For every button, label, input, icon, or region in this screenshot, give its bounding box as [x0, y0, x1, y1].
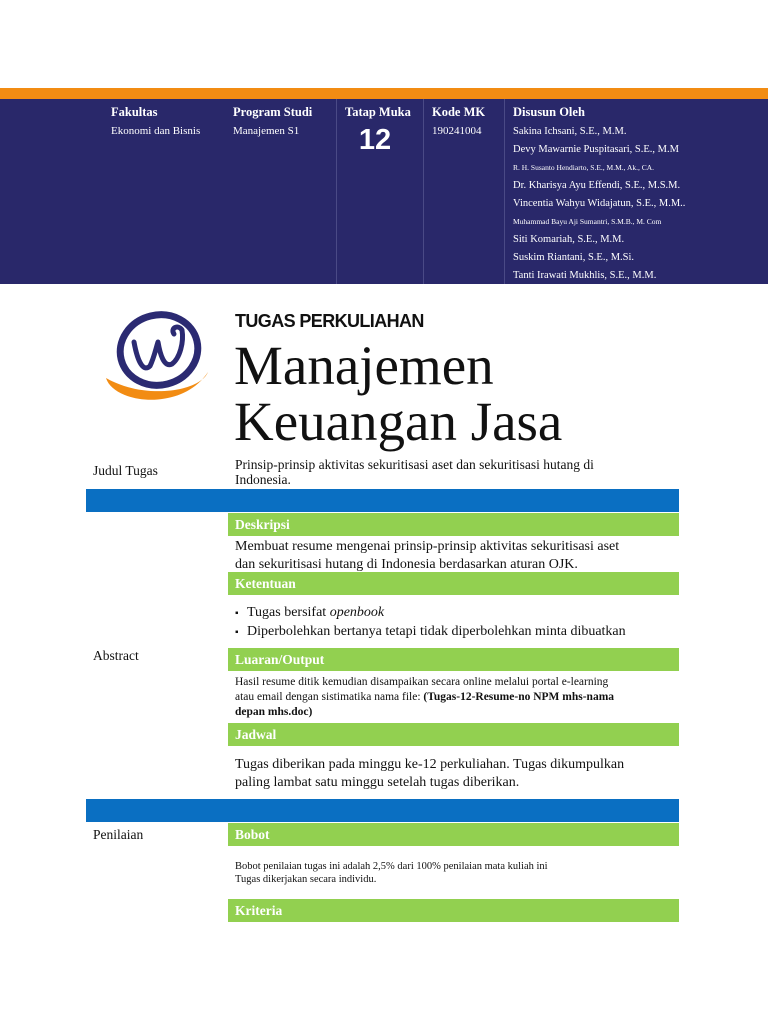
list-item [235, 623, 680, 642]
text-line: Prinsip-prinsip aktivitas sekuritisasi aset dan sekuritisasi hutang di [235, 457, 594, 472]
file-name-format: (Tugas-12-Resume-no NPM mhs-nama [423, 691, 615, 703]
document-title [234, 335, 563, 452]
penilaian-label: Penilaian [93, 827, 144, 842]
fakultas-column [111, 99, 229, 284]
author-list [513, 123, 768, 285]
document-kicker: TUGAS PERKULIAHAN [235, 311, 424, 331]
text-line: Indonesia. [235, 472, 291, 487]
program-studi-label: Program Studi [233, 105, 313, 119]
ketentuan-list [235, 604, 680, 641]
author-name: Siti Komariah, S.E., M.M. [513, 234, 625, 245]
judul-tugas-label: Judul Tugas [93, 463, 158, 478]
list-item [235, 604, 680, 623]
section-divider-bar [86, 799, 679, 822]
tatap-muka-label: Tatap Muka [345, 105, 411, 119]
program-studi-column [233, 99, 333, 284]
jadwal-text [235, 756, 675, 791]
author-name: Suskim Riantani, S.E., M.Si. [513, 252, 635, 263]
text-line [235, 690, 675, 705]
list-item-text-emphasis: openbook [329, 605, 385, 620]
disusun-oleh-column [504, 99, 768, 284]
list-item-text-plain: Tugas bersifat [247, 605, 330, 620]
bullet-icon: ▪ [235, 608, 239, 619]
ketentuan-heading: Ketentuan [228, 572, 679, 595]
kode-mk-value: 190241004 [432, 125, 482, 137]
luaran-text [235, 675, 675, 720]
text-line: Bobot penilaian tugas ini adalah 2,5% dari 100% penilaian mata kuliah ini [235, 861, 548, 872]
fakultas-label: Fakultas [111, 105, 158, 119]
jadwal-heading: Jadwal [228, 723, 679, 746]
abstract-label: Abstract [93, 648, 139, 663]
author-name: Dr. Kharisya Ayu Effendi, S.E., M.S.M. [513, 180, 681, 191]
judul-tugas-value [235, 457, 675, 487]
bobot-heading: Bobot [228, 823, 679, 846]
list-item-text: Diperbolehkan bertanya tetapi tidak diperbolehkan minta dibuatkan [247, 623, 626, 639]
tatap-muka-number: 12 [358, 124, 392, 156]
university-logo-icon [104, 308, 210, 406]
kode-mk-label: Kode MK [432, 105, 486, 119]
luaran-heading: Luaran/Output [228, 648, 679, 671]
course-header [0, 99, 768, 284]
text-plain: atau email dengan sistimatika nama file: [235, 691, 424, 703]
kriteria-heading: Kriteria [228, 899, 679, 922]
document-title-line: Manajemen [234, 335, 494, 396]
author-name: Sakina Ichsani, S.E., M.M. [513, 126, 627, 137]
text-line: Tugas dikerjakan secara individu. [235, 874, 377, 885]
deskripsi-text [235, 538, 675, 573]
author-name: R. H. Susanto Hendiarto, S.E., M.M., Ak., CA. [513, 163, 655, 172]
author-name: Vincentia Wahyu Widajatun, S.E., M.M.. [513, 198, 686, 209]
list-item-text [247, 604, 384, 622]
bullet-icon: ▪ [235, 626, 239, 638]
text-line [235, 705, 675, 720]
section-divider-bar [86, 489, 679, 512]
program-studi-value: Manajemen S1 [233, 125, 300, 137]
tatap-muka-column [336, 99, 422, 284]
text-line: Membuat resume mengenai prinsip-prinsip aktivitas sekuritisasi aset [235, 539, 620, 554]
text-line: Tugas diberikan pada minggu ke-12 perkuliahan. Tugas dikumpulkan [235, 757, 625, 772]
deskripsi-heading: Deskripsi [228, 513, 679, 536]
text-line: dan sekuritisasi hutang di Indonesia berdasarkan aturan OJK. [235, 556, 578, 572]
text-line: Hasil resume ditik kemudian disampaikan secara online melalui portal e-learning [235, 676, 609, 688]
file-name-format: depan mhs.doc) [235, 706, 313, 718]
author-name: Tanti Irawati Mukhlis, S.E., M.M. [513, 270, 657, 281]
author-name: Muhammad Bayu Aji Sumantri, S.M.B., M. Com [513, 217, 662, 226]
header-accent-strip [0, 88, 768, 99]
author-name: Devy Mawarnie Puspitasari, S.E., M.M [513, 144, 679, 155]
document-title-line: Keuangan Jasa [234, 391, 563, 452]
bobot-text [235, 860, 675, 886]
kode-mk-column [423, 99, 503, 284]
disusun-oleh-label: Disusun Oleh [513, 105, 585, 119]
fakultas-value: Ekonomi dan Bisnis [111, 125, 201, 137]
text-line: paling lambat satu minggu setelah tugas diberikan. [235, 774, 520, 790]
